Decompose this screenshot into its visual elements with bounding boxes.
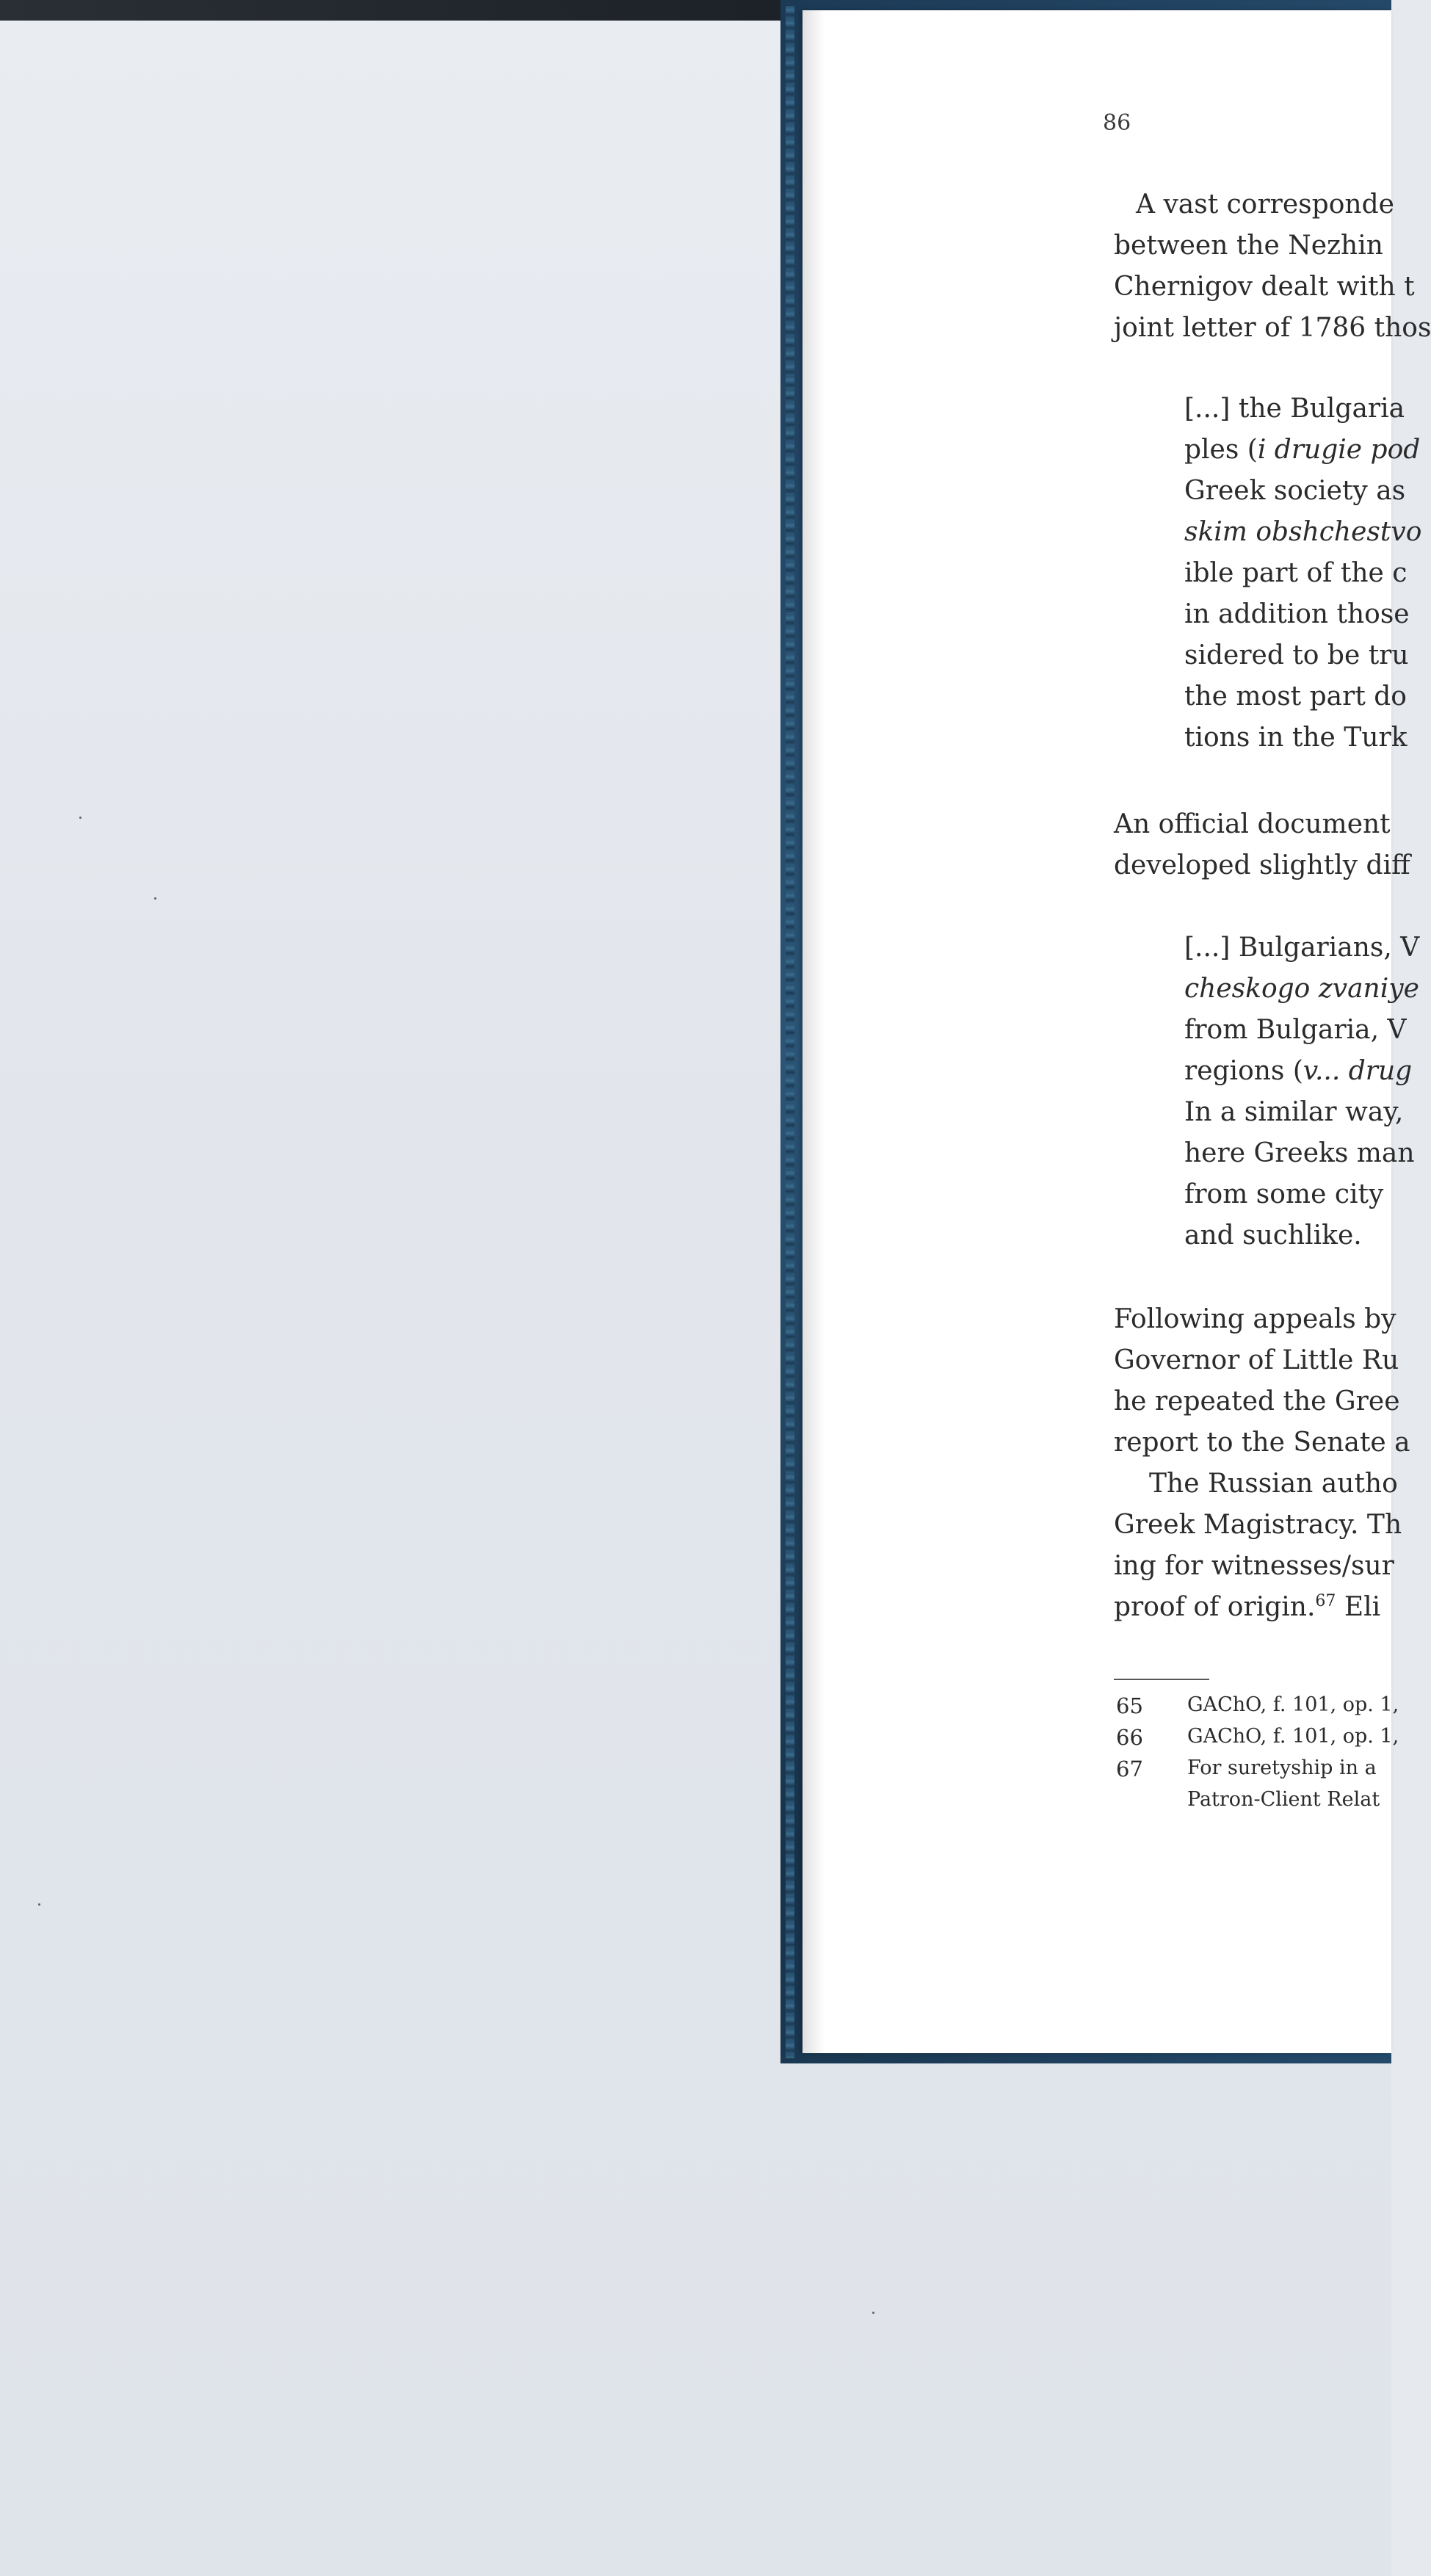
body-line: he repeated the Gree [1114,1386,1400,1417]
page-number: 86 [1103,110,1131,136]
quote-line: from some city [1184,1179,1384,1209]
footnote-text: Patron-Client Relat [1187,1788,1380,1811]
body-line: Chernigov dealt with t [1114,272,1415,302]
footnote-text: GAChO, f. 101, op. 1, [1187,1725,1399,1748]
body-line: report to the Senate a [1114,1428,1410,1458]
footnote-text: For suretyship in a [1187,1756,1377,1779]
body-line: Greek Magistracy. Th [1114,1510,1402,1540]
quote-line: and suchlike. [1184,1220,1362,1251]
quote-line: regions (v... drug [1184,1056,1413,1086]
body-line: A vast corresponde [1136,189,1394,220]
quote-line: here Greeks man [1184,1138,1415,1168]
body-line: ing for witnesses/sur [1114,1551,1394,1581]
quote-line: from Bulgaria, V [1184,1015,1407,1045]
body-line: Following appeals by [1114,1304,1396,1334]
footnote-number: 66 [1116,1725,1143,1750]
footnote-text: GAChO, f. 101, op. 1, [1187,1693,1399,1716]
footnote-number: 65 [1116,1693,1143,1718]
body-line: proof of origin.$^{67}$ Eli [1114,1592,1381,1622]
quote-line: Greek society as [1184,476,1406,506]
quote-line: cheskogo zvaniye [1184,974,1419,1004]
quote-line: [...] Bulgarians, V [1184,933,1420,963]
quote-line: sidered to be tru [1184,640,1409,670]
body-line: joint letter of 1786 thos [1114,313,1431,343]
quote-line: [...] the Bulgaria [1184,394,1405,424]
quote-line: ible part of the c [1184,558,1408,588]
body-line: developed slightly diff [1114,850,1410,880]
quote-line: In a similar way, [1184,1097,1404,1127]
body-line: An official document [1114,809,1391,839]
quote-line: the most part do [1184,681,1407,712]
body-line: Governor of Little Ru [1114,1345,1399,1375]
quote-line: ples (i drugie pod [1184,435,1421,465]
quote-line: skim obshchestvo [1184,517,1422,547]
footnote-rule [1114,1679,1209,1680]
footnote-number: 67 [1116,1756,1143,1781]
quote-line: tions in the Turk [1184,723,1408,753]
body-line: between the Nezhin [1114,231,1383,261]
footnote-ref: 67 [1315,1592,1336,1610]
body-line: The Russian autho [1149,1469,1398,1499]
quote-line: in addition those [1184,599,1410,629]
